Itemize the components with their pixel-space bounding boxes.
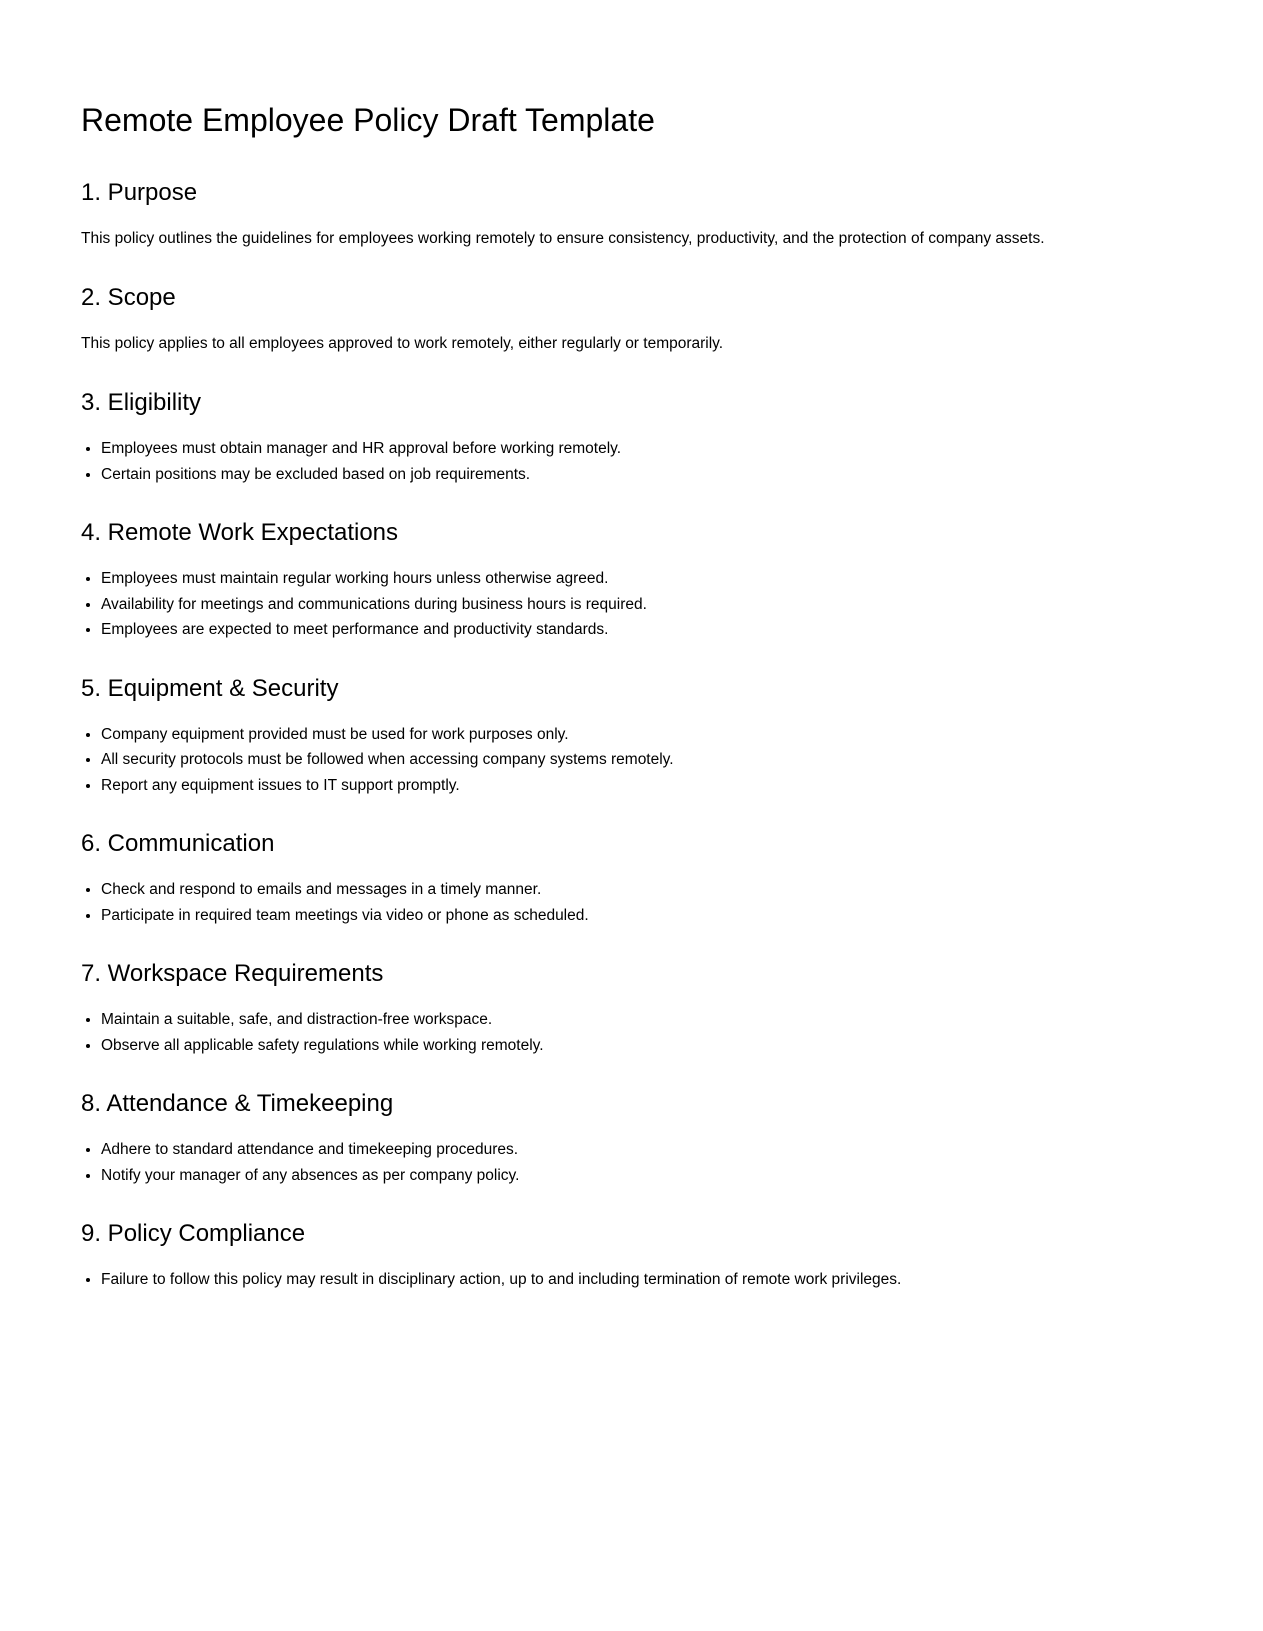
- bullet-list: [81, 877, 1182, 928]
- list-item: • Availability for meetings and communications during business hours is required.: [101, 592, 1182, 618]
- list-item: • Failure to follow this policy may result in disciplinary action, up to and including termination of remote work privileges.: [101, 1267, 1182, 1293]
- section-workspace-requirements: [81, 959, 1182, 1058]
- section-heading: 3. Eligibility: [81, 389, 202, 416]
- bullet-list: [81, 566, 1182, 643]
- list-item: • Company equipment provided must be used for work purposes only.: [101, 722, 1182, 748]
- list-item: • Check and respond to emails and messages in a timely manner.: [101, 877, 1182, 903]
- section-paragraph: This policy outlines the guidelines for employees working remotely to ensure consistency, productivity, and the protection of company assets.: [81, 230, 1045, 247]
- bullet-list: [81, 436, 1182, 487]
- section-paragraph: This policy applies to all employees approved to work remotely, either regularly or temporarily.: [81, 335, 724, 352]
- section-heading: 7. Workspace Requirements: [81, 960, 384, 987]
- list-item: • Notify your manager of any absences as per company policy.: [101, 1163, 1182, 1189]
- list-item: • Observe all applicable safety regulations while working remotely.: [101, 1033, 1182, 1059]
- section-policy-compliance: [81, 1219, 1182, 1293]
- section-scope: [81, 283, 1182, 356]
- section-heading: 4. Remote Work Expectations: [81, 519, 399, 546]
- bullet-list: [81, 1137, 1182, 1188]
- list-item: • Participate in required team meetings via video or phone as scheduled.: [101, 903, 1182, 929]
- list-item: • Adhere to standard attendance and timekeeping procedures.: [101, 1137, 1182, 1163]
- document-title: Remote Employee Policy Draft Template: [81, 102, 655, 138]
- section-attendance-timekeeping: [81, 1089, 1182, 1188]
- section-heading: 8. Attendance & Timekeeping: [81, 1090, 394, 1117]
- section-heading: 2. Scope: [81, 284, 176, 311]
- list-item: • All security protocols must be followed when accessing company systems remotely.: [101, 747, 1182, 773]
- list-item: • Employees must obtain manager and HR approval before working remotely.: [101, 436, 1182, 462]
- section-eligibility: [81, 388, 1182, 487]
- bullet-list: [81, 722, 1182, 799]
- list-item: • Employees are expected to meet performance and productivity standards.: [101, 617, 1182, 643]
- list-item: • Maintain a suitable, safe, and distraction-free workspace.: [101, 1007, 1182, 1033]
- section-equipment-security: [81, 674, 1182, 799]
- list-item: • Report any equipment issues to IT support promptly.: [101, 773, 1182, 799]
- section-heading: 1. Purpose: [81, 179, 198, 206]
- bullet-list: [81, 1007, 1182, 1058]
- section-heading: 6. Communication: [81, 830, 275, 857]
- bullet-list: [81, 1267, 1182, 1293]
- section-heading: 9. Policy Compliance: [81, 1220, 306, 1247]
- list-item: • Certain positions may be excluded based on job requirements.: [101, 462, 1182, 488]
- section-purpose: [81, 178, 1182, 251]
- section-communication: [81, 829, 1182, 928]
- list-item: • Employees must maintain regular working hours unless otherwise agreed.: [101, 566, 1182, 592]
- section-heading: 5. Equipment & Security: [81, 674, 339, 702]
- section-remote-work-expectations: [81, 518, 1182, 643]
